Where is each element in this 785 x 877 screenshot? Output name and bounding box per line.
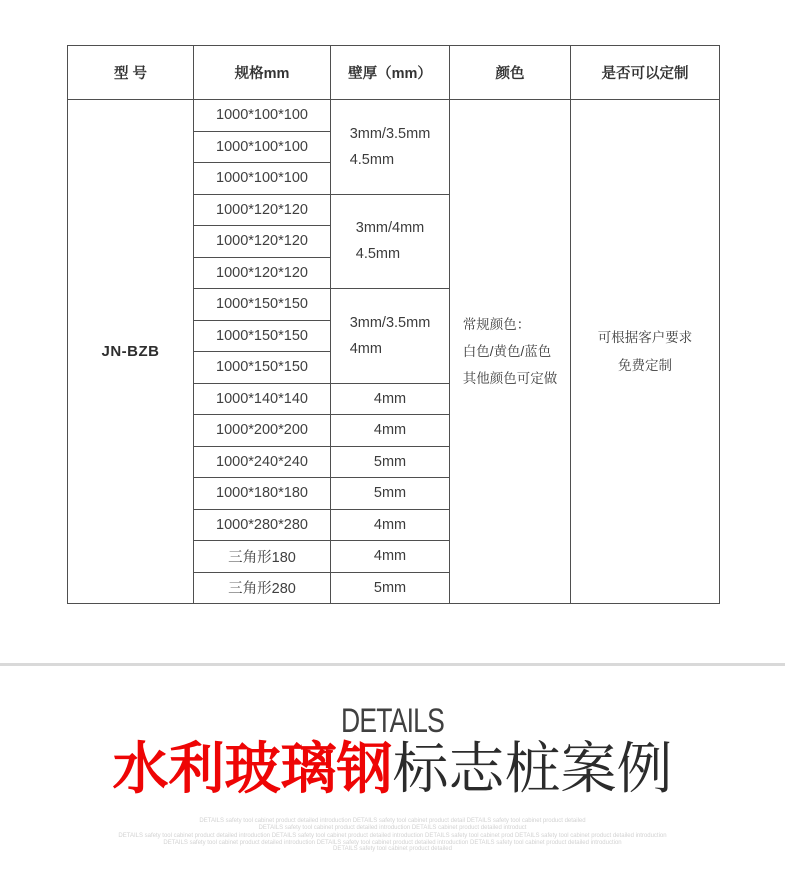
spec-cell: 1000*240*240 [194,446,331,478]
spec-cell: 1000*150*150 [194,289,331,321]
color-cell [450,100,571,604]
spec-cell: 1000*150*150 [194,320,331,352]
header-model: 型 号 [68,46,194,100]
details-section-label: DETAILS [340,702,445,740]
spec-cell: 1000*120*120 [194,226,331,258]
case-section-title [0,738,785,800]
case-title-rest: 标志桩案例 [392,737,673,800]
thickness-cell: 4mm [331,541,450,573]
watermark-line: DETAILS safety tool cabinet product detailed introduction DETAILS safety tool cabinet product detail DETAILS safety tool cabinet product detailed [199,818,586,824]
spec-cell: 1000*140*140 [194,383,331,415]
watermark-line: DETAILS safety tool cabinet product detailed introduction DETAILS cabinet product detailed introduct [258,824,527,831]
spec-cell: 1000*100*100 [194,100,331,132]
spec-cell: 1000*120*120 [194,194,331,226]
color-note-line: 白色/黄色/蓝色 [462,344,552,359]
spec-cell: 1000*180*180 [194,478,331,510]
color-note-line: 其他颜色可定做 [462,371,558,386]
watermark-line: DETAILS safety tool cabinet product detailed [333,846,452,852]
spec-cell: 1000*120*120 [194,257,331,289]
spec-cell: 1000*100*100 [194,163,331,195]
thickness-cell: 4mm [331,415,450,447]
product-spec-table [67,45,720,604]
table-header-row [68,46,720,100]
header-color: 颜色 [450,46,571,100]
thickness-cell [331,100,450,195]
thickness-cell: 5mm [331,478,450,510]
watermark-text-group-2 [0,833,785,853]
header-customizable: 是否可以定制 [571,46,720,100]
header-thickness: 壁厚（mm） [331,46,450,100]
table-row [68,100,720,132]
thickness-line: 4.5mm [355,246,401,263]
watermark-line: DETAILS safety tool cabinet product detailed introduction DETAILS safety tool cabinet product detailed introduction DETAILS safety tool cabinet prod DETAILS safety tool cabinet product detailed introduction [118,833,667,839]
section-divider [0,663,785,666]
thickness-line: 4.5mm [349,151,395,168]
spec-cell: 1000*100*100 [194,131,331,163]
thickness-line: 3mm/3.5mm [349,125,431,142]
model-cell: JN-BZB [68,100,194,604]
thickness-cell: 4mm [331,383,450,415]
thickness-line: 4mm [349,340,382,357]
custom-note-line: 免费定制 [618,357,672,373]
thickness-line: 3mm/4mm [355,220,425,237]
spec-cell: 1000*200*200 [194,415,331,447]
thickness-cell: 5mm [331,446,450,478]
thickness-cell: 5mm [331,572,450,604]
header-spec: 规格mm [194,46,331,100]
spec-cell: 三角形280 [194,572,331,604]
color-note-line: 常规颜色： [462,317,531,332]
thickness-cell [331,289,450,384]
spec-cell: 三角形180 [194,541,331,573]
watermark-text-group-1 [0,818,785,831]
thickness-line: 3mm/3.5mm [349,314,431,331]
case-title-highlight: 水利玻璃钢 [112,737,393,800]
thickness-cell: 4mm [331,509,450,541]
spec-cell: 1000*150*150 [194,352,331,384]
spec-cell: 1000*280*280 [194,509,331,541]
custom-cell [571,100,720,604]
thickness-cell [331,194,450,289]
custom-note-line: 可根据客户要求 [597,329,693,345]
watermark-line: DETAILS safety tool cabinet product detailed introduction DETAILS safety tool cabinet product detailed introduction DETAILS safety tool cabinet product detailed introduction [163,839,622,846]
